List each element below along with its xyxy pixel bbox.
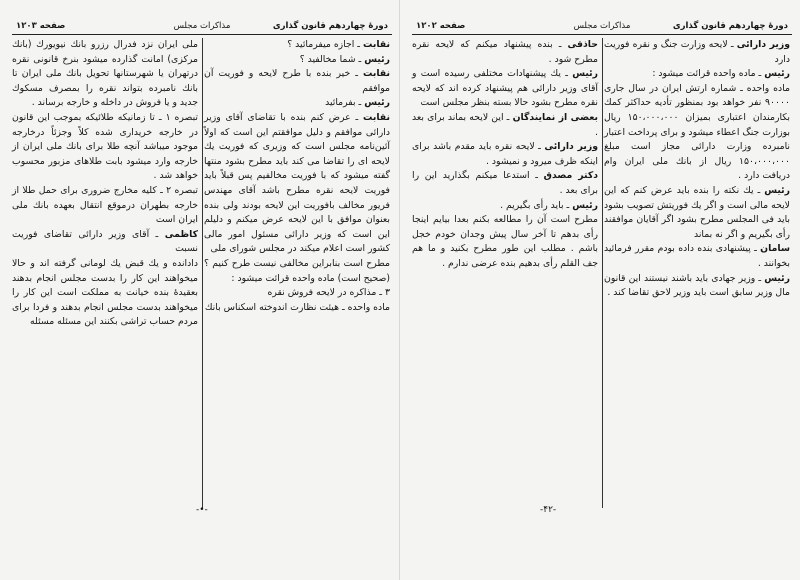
paragraph [604,272,790,301]
paragraph [204,38,390,53]
right-page [400,0,800,580]
paragraph [412,140,598,169]
speaker-name: نقابت [362,111,390,123]
page-footer: -•- [196,505,208,515]
paragraph-text: ـ شما مخالفید ؟ [299,53,362,65]
paragraph-text: ـ وزیر جهادی باید باشند نیستند این قانون مال وزیر سابق است باید وزیر لاحق تقاضا کند . [604,272,790,299]
paragraph-text: ـ بنده پیشنهاد میکنم که لایحه نقره مطرح شود . [412,39,598,65]
paragraph-text: مطرح است آن را مطالعه بکنم بعدا بیایم اینجا رأی بدهم تا آخر سال پیش وجدان خودم خجل باشم . مطلب این طور مطرح بکنید و ما هم جف القلم رأی بدهیم بنده عرضی ندارم . [412,214,598,269]
speaker-name: وزیر دارائی [736,39,790,50]
running-title: مذاکرات مجلس [173,21,231,31]
paragraph [412,67,598,111]
paragraph [204,257,390,286]
speaker-name: حاذقی [567,39,598,50]
paragraph [204,111,390,257]
text-column-right [604,38,790,301]
speaker-name: رئیس [764,68,790,80]
paragraph [412,111,598,140]
paragraph-text: ملی ایران نزد فدرال رزرو بانك نیویورك (بانك مرکزی) امانت گذارده میشود بنرخ قانونی نقره درتهران یا شهرستانها تحویل بانك ملی ایران تا بانك نامبرده بتواند نقره را بمصرف مسکوك جدید و یا فروش در داخله و خارجه برساند . [12,39,198,109]
session-series: دورهٔ چهاردهم قانون گذاری [272,21,388,31]
paragraph [412,213,598,271]
text-column-right [204,38,390,315]
paragraph-text: دادانده و یك قبض یك لومانی گرفته اند و حالا میخواهند این کار را بدست مجلس انجام بدهند بعقیدهٔ بنده خیانت به مملکت است این کار را میخواهند بدست مجلس انجام بدهند و فردا برای مردم حساب تراشی بکنند این مسئله مسئله [12,257,198,328]
speaker-name: نقابت [362,68,390,80]
column-divider [202,38,203,508]
speaker-name: رئیس [572,199,598,211]
paragraph [604,38,790,67]
paragraph [12,111,198,184]
paragraph [204,286,390,301]
speaker-name: رئیس [764,184,790,196]
paragraph-text: ـ یك نکته را بنده باید عرض کنم که این لایحه مالی است و اگر یك فوریتش تصویب بشود باید فی المجلس مطرح بشود اگر آقایان موافقند رأی بگیریم و اگر نه بماند [604,184,790,240]
page-number: صفحه ۱۲۰۲ [416,21,466,31]
paragraph-text: ـ آقای وزیر دارائی تقاضای فوریت نسبت [12,228,198,255]
text-column-left [12,38,198,330]
paragraph [204,53,390,68]
speaker-name: رئیس [364,97,390,109]
paragraph-text: ـ استدعا میکنم بگذارید این را برای بعد . [412,170,598,196]
paragraph-text: ـ یك پیشنهادات مختلفی رسیده است و آقای وزیر دارائی هم پیشنهاد کرده اند که لایحه نقره مطرح بشود حالا بسته بنظر مجلس است [412,68,598,109]
paragraph-text: ماده واحده ـ هیئت نظارت اندوخته اسکناس بانك [204,301,390,313]
speaker-name: کاظمی [164,228,198,240]
paragraph [204,301,390,316]
speaker-name: دکتر مصدق [543,170,598,182]
paragraph-text: تبصره ۲ ـ کلیه مخارج ضروری برای حمل طلا از خارجه بطهران درموقع انتقال بعهده بانك ملی ایران است [12,184,198,226]
paragraph-text: ـ بفرمائید [325,97,362,109]
speaker-name: وزیر دارائی [544,141,598,153]
page-footer: -۴۲- [540,505,557,515]
speaker-name: بعضی از نمایندگان [512,111,598,123]
paragraph [604,242,790,271]
paragraph [412,199,598,214]
paragraph [12,228,198,257]
paragraph-text: ـ اجازه میفرمائید ؟ [287,39,361,50]
paragraph-text: ۳ ـ مذاکره در لایحه فروش نقره [267,287,390,299]
paragraph-text: ـ باید رأی بگیریم . [500,199,570,211]
paragraph [12,184,198,228]
speaker-name: رئیس [572,68,598,80]
paragraph-text: ـ پیشنهادی بنده داده بودم مقرر فرمائید بخوانند . [604,243,790,269]
paragraph [12,38,198,111]
speaker-name: رئیس [364,53,390,65]
paragraph [604,184,790,242]
session-series: دورهٔ چهاردهم قانون گذاری [672,21,788,31]
paragraph [204,96,390,111]
paragraph [604,82,790,184]
running-title: مذاکرات مجلس [573,21,631,31]
paragraph-text: تبصره ۱ ـ تا زمانیکه طلائیکه بموجب این قانون در خارجه خریداری شده کلاً وجزئاً درخارجه موجود میباشد آنچه طلا برای بانك ملی ایران از خارجه وارد میشود بابت طلاهای مزبور محسوب خواهد شد . [12,111,198,182]
paragraph-text: مطرح است بنابراین مخالفی نیست طرح کنیم ؟ (صحیح است) ماده واحده قرائت میشود : [204,257,390,284]
page-number: صفحه ۱۲۰۳ [16,21,66,31]
speaker-name: نقابت [362,39,390,50]
paragraph-text: ـ لایحه وزارت جنگ و نقره فوریت دارد [604,39,790,65]
paragraph-text: ـ خیر بنده با طرح لایحه و فوریت آن موافقم [204,68,390,94]
text-column-left [412,38,598,272]
paragraph-text: ماده واحده ـ شماره ارتش ایران در سال جاری ۹۰۰۰۰ نفر خواهد بود بمنظور تأدیه حداکثر کمك بکارمندان اعتباری بمیزان ۱۵۰،۰۰۰،۰۰۰ ریال بوزارت جنگ اعطاء میشود و برای پرداخت اعتبار نامبرده وزارت دارائی مجاز است مبلغ ۱۵۰،۰۰۰،۰۰۰ ریال از بانك ملی ایران وام دریافت دارد . [604,82,790,182]
speaker-name: رئیس [764,272,790,284]
paragraph [12,257,198,330]
paragraph-text: ـ این لایحه بماند برای بعد . [412,111,598,138]
page-header [412,20,792,35]
paragraph [604,67,790,82]
paragraph-text: ـ لایحه نقره باید مقدم باشد برای اینکه ظرف میرود و نمیشود . [412,141,598,167]
column-divider [602,38,603,508]
paragraph [412,169,598,198]
page-header [12,20,392,35]
paragraph-text: ـ ماده واحده قرائت میشود : [652,68,762,80]
paragraph [412,38,598,67]
speaker-name: سامان [760,243,790,255]
paragraph [204,67,390,96]
paragraph-text: ـ عرض کنم بنده با تقاضای آقای وزیر دارائی موافقم و دلیل موافقتم این است که اولاً آئین‌نامه مجلس است که وزیری که فوریت یك لایحه ای را تقاضا می کند باید مطرح بشود منتها گفته میشود که با فوریت مخالفیم پس قبلاً باید فوریت لایحه نقره مطرح باشد آقای مهندس فریور مخالف بافوریت این لایحه بودند ولی بنده بعنوان موافق با این لایحه عرض میکنم و دلیلم این است که وزیر دارائی مسئول امور مالی کشور است اعلام میکند در مجلس شورای ملی [204,111,390,255]
